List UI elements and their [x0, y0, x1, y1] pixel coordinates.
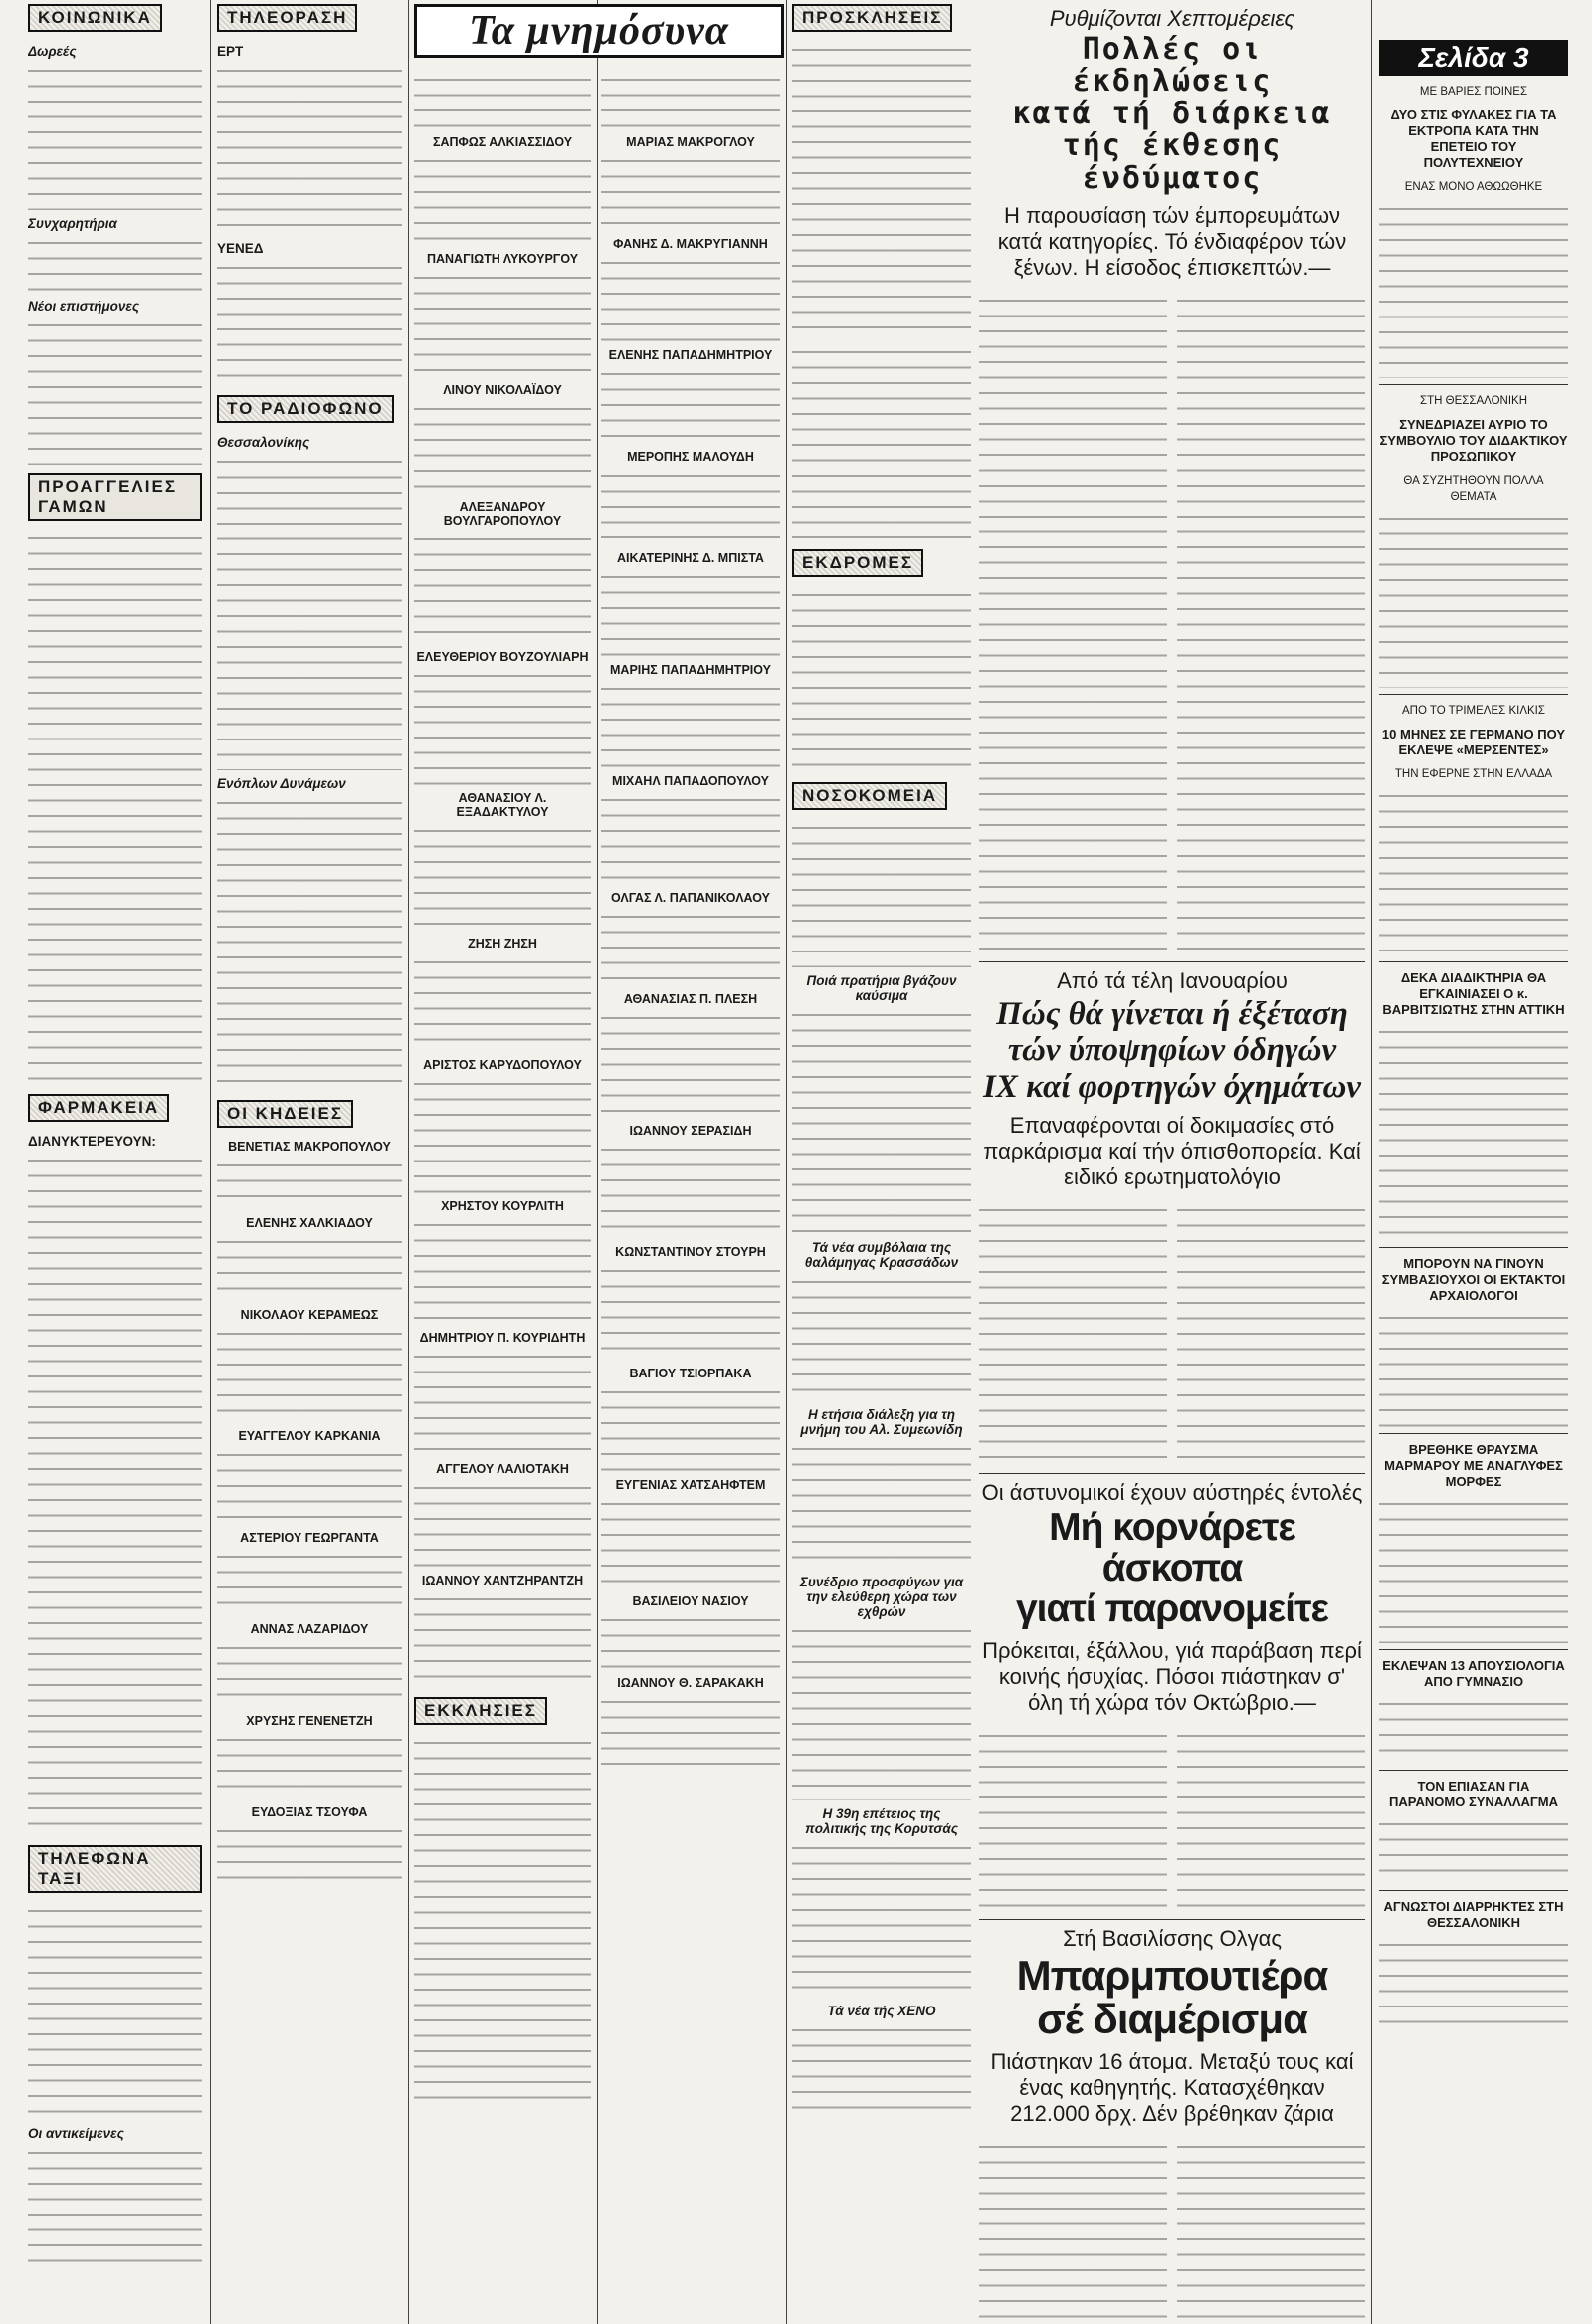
side-h3: 10 ΜΗΝΕΣ ΣΕ ΓΕΡΜΑΝΟ ΠΟΥ ΕΚΛΕΨΕ «ΜΕΡΣΕΝΤΕΣ» [1381, 727, 1566, 757]
story1-kicker: Ρυθμίζονται Χεπτομέρειες [1049, 6, 1295, 31]
memorial-name: ΜΕΡΟΠΗΣ ΜΑΛΟΥΔΗ [627, 450, 754, 464]
side-h2: ΣΥΝΕΔΡΙΑΖΕΙ ΑΥΡΙΟ ΤΟ ΣΥΜΒΟΥΛΙΟ ΤΟΥ ΔΙΔΑΚΤΙΚΟΥ ΠΡΟΣΩΠΙΚΟΥ [1379, 417, 1568, 464]
column-rule [408, 0, 409, 2324]
side-h3b: ΤΗΝ ΕΦΕΡΝΕ ΣΤΗΝ ΕΛΛΑΔΑ [1394, 768, 1553, 780]
funeral-name: ΑΣΤΕΡΙΟΥ ΓΕΩΡΓΑΝΤΑ [240, 1531, 379, 1545]
memorial-name: ΜΑΡΙΗΣ ΠΑΠΑΔΗΜΗΤΡΙΟΥ [610, 663, 771, 677]
section-hospitals-heading: ΝΟΣΟΚΟΜΕΙΑ [792, 782, 947, 810]
text-block [28, 528, 202, 1086]
memorial-name: ΛΙΝΟΥ ΝΙΚΟΛΑΪΔΟΥ [443, 383, 562, 397]
section-memorials-heading: Τα μνημόσυνα [414, 4, 784, 58]
memorial-name: ΕΛΕΝΗΣ ΠΑΠΑΔΗΜΗΤΡΙΟΥ [608, 348, 773, 362]
section-funerals-heading: ΟΙ ΚΗΔΕΙΕΣ [217, 1100, 353, 1128]
side-h-top3: ΕΝΑΣ ΜΟΝΟ ΑΘΩΩΘΗΚΕ [1404, 181, 1543, 193]
box-anniversary: Η 39η επέτειος της πολιτικής της Κορυτσάς [805, 1806, 958, 1836]
memorial-name: ΔΗΜΗΤΡΙΟΥ Π. ΚΟΥΡΙΔΗΤΗ [419, 1331, 586, 1345]
memorials-banner-wrap [414, 0, 784, 70]
text-block [28, 233, 202, 293]
heading-antik: Οι αντικείμενες [28, 2126, 124, 2141]
story3-headline-line: Μή κορνάρετε άσκοπα [1049, 1505, 1295, 1589]
funeral-name: ΕΛΕΝΗΣ ΧΑΛΚΙΑΔΟΥ [246, 1216, 373, 1230]
section-churches-heading: ΕΚΚΛΗΣΙΕΣ [414, 1697, 547, 1725]
funeral-name: ΝΙΚΟΛΑΟΥ ΚΕΡΑΜΕΩΣ [240, 1308, 379, 1322]
text-block [28, 316, 202, 465]
memorial-name: ΚΩΝΣΤΑΝΤΙΝΟΥ ΣΤΟΥΡΗ [615, 1245, 766, 1259]
story2-headline-line: Πώς θά γίνεται ή έξέταση [996, 995, 1348, 1032]
side-h2b: ΘΑ ΣΥΖΗΤΗΘΟΥΝ ΠΟΛΛΑ ΘΕΜΑΤΑ [1403, 475, 1544, 503]
memorial-name: ΧΡΗΣΤΟΥ ΚΟΥΡΛΙΤΗ [441, 1199, 564, 1213]
story3-headline [979, 1505, 1365, 1630]
section-radio-heading: ΤΟ ΡΑΔΙΟΦΩΝΟ [217, 395, 394, 423]
memorial-name: ΦΑΝΗΣ Δ. ΜΑΚΡΥΓΙΑΝΝΗ [613, 237, 768, 251]
side-h3a: ΑΠΟ ΤΟ ΤΡΙΜΕΛΕΣ ΚΙΛΚΙΣ [1402, 705, 1545, 717]
heading-congrats: Συνχαρητήρια [28, 216, 117, 231]
side-h8: ΤΟΝ ΕΠΙΑΣΑΝ ΓΙΑ ΠΑΡΑΝΟΜΟ ΣΥΝΑΛΛΑΓΜΑ [1389, 1779, 1558, 1809]
memorial-name: ΑΘΑΝΑΣΙΟΥ Λ. ΕΞΑΔΑΚΤΥΛΟΥ [456, 791, 549, 819]
funeral-name: ΑΝΝΑΣ ΛΑΖΑΡΙΔΟΥ [250, 1622, 369, 1636]
column-rule [786, 0, 787, 2324]
memorial-name: ΠΑΝΑΓΙΩΤΗ ΛΥΚΟΥΡΓΟΥ [426, 252, 579, 266]
funeral-name: ΕΥΔΟΞΙΑΣ ΤΣΟΥΦΑ [251, 1805, 368, 1819]
side-h2a: ΣΤΗ ΘΕΣΣΑΛΟΝΙΚΗ [1420, 395, 1527, 407]
memorial-name: ΟΛΓΑΣ Λ. ΠΑΠΑΝΙΚΟΛΑΟΥ [611, 891, 770, 905]
memorial-name: ΙΩΑΝΝΟΥ ΧΑΝΤΖΗΡΑΝΤΖΗ [421, 1574, 584, 1587]
heading-new-graduates: Νέοι επιστήμονες [28, 299, 140, 314]
box-congress: Συνέδριο προσφύγων για την ελεύθερη χώρα των εχθρών [799, 1575, 964, 1619]
story4-headline-line: σέ διαμέρισμα [1037, 1995, 1307, 2042]
memorial-name: ΑΡΙΣΤΟΣ ΚΑΡΥΔΟΠΟΥΛΟΥ [423, 1058, 582, 1072]
column-memorials-2 [601, 68, 780, 2324]
story1-headline [979, 34, 1365, 195]
pharmacy-duty-label: ΔΙΑΝΥΚΤΕΡΕΥΟΥΝ: [28, 1134, 156, 1149]
page-number-badge: Σελίδα 3 [1379, 40, 1568, 76]
story4-deck: Πιάστηκαν 16 άτομα. Μεταξύ τους καί ένας καθηγητής. Κατασχέθηκαν 212.000 δρχ. Δέν βρέθηκαν ζάρια [990, 2048, 1354, 2126]
memorial-name: ΖΗΣΗ ΖΗΣΗ [468, 937, 537, 951]
story4-kicker: Στή Βασιλίσσης Ολγας [1063, 1925, 1282, 1951]
heading-armed-forces-radio: Ενόπλων Δυνάμεων [217, 776, 346, 791]
box-petrol-stations: Ποιά πρατήρια βγάζουν καύσιμα [806, 973, 957, 1003]
memorial-name: ΑΙΚΑΤΕΡΙΝΗΣ Δ. ΜΠΙΣΤΑ [617, 551, 764, 565]
column-social [28, 0, 202, 2324]
box-xeno-news: Τά νέα τής ΧΕΝΟ [827, 2004, 936, 2018]
story1-deck: Η παρουσίαση τών έμπορευμάτων κατά κατηγορίες. Τό ένδιαφέρον τών ξένων. Η είσοδος έπισκεπτών.— [997, 202, 1347, 280]
column-tv-radio [217, 0, 402, 2324]
side-h4: ΔΕΚΑ ΔΙΑΔΙΚΤΗΡΙΑ ΘΑ ΕΓΚΑΙΝΙΑΣΕΙ Ο κ. ΒΑΡΒΙΤΣΙΩΤΗΣ ΣΤΗΝ ΑΤΤΙΚΗ [1382, 970, 1565, 1017]
column-rule [210, 0, 211, 2324]
pharmacy-list [28, 1151, 202, 1837]
section-engagements-heading: ΠΡΟΑΓΓΕΛΙΕΣ ΓΑΜΩΝ [28, 473, 202, 521]
heading-thessaloniki-radio: Θεσσαλονίκης [217, 435, 310, 450]
column-rule [1371, 0, 1372, 2324]
story3-deck: Πρόκειται, έξάλλου, γιά παράβαση περί κοινής ήσυχίας. Πόσοι πιάστηκαν σ' όλη τή χώρα τόν Οκτώβριο.— [982, 1637, 1362, 1715]
story2-headline-line: τών ύποψηφίων όδηγών [1007, 1032, 1337, 1069]
text-block [28, 61, 202, 210]
section-invitations-heading: ΠΡΟΣΚΛΗΣΕΙΣ [792, 4, 952, 32]
memorial-name: ΣΑΠΦΩΣ ΑΛΚΙΑΣΣΙΔΟΥ [432, 135, 573, 149]
story3-kicker: Οι άστυνομικοί έχουν αύστηρές έντολές [981, 1479, 1363, 1505]
section-social-heading: ΚΟΙΝΩΝΙΚΑ [28, 4, 162, 32]
side-h5: ΜΠΟΡΟΥΝ ΝΑ ΓΙΝΟΥΝ ΣΥΜΒΑΣΙΟΥΧΟΙ ΟΙ ΕΚΤΑΚΤΟΙ ΑΡΧΑΙΟΛΟΓΟΙ [1381, 1256, 1566, 1303]
column-memorials-1 [414, 68, 591, 2324]
column-side-news [1379, 0, 1568, 2324]
story1-headline-line: Πολλές οι έκδηλώσεις [1072, 32, 1273, 100]
story1-headline-line: τής έκθεσης ένδύματος [1062, 128, 1283, 196]
taxi-phone-list [28, 1901, 202, 2120]
heading-ert: ΕΡΤ [217, 44, 244, 59]
memorial-name: ΜΑΡΙΑΣ ΜΑΚΡΟΓΛΟΥ [626, 135, 755, 149]
section-tv-heading: ΤΗΛΕΟΡΑΣΗ [217, 4, 357, 32]
memorial-name: ΒΑΣΙΛΕΙΟΥ ΝΑΣΙΟΥ [632, 1594, 749, 1608]
story4-headline [979, 1951, 1365, 2042]
heading-yened: ΥΕΝΕΔ [217, 241, 264, 256]
text-block [28, 2143, 202, 2262]
story2-kicker: Από τά τέλη Ιανουαρίου [1057, 967, 1288, 993]
radio-program [217, 452, 402, 770]
heading-donations: Δωρεές [28, 44, 77, 59]
column-rule [597, 0, 598, 2324]
column-invitations [792, 0, 971, 2324]
story1-headline-line: κατά τή διάρκεια [1012, 96, 1332, 131]
memorial-name: ΑΓΓΕΛΟΥ ΛΑΛΙΟΤΑΚΗ [436, 1462, 569, 1476]
memorial-name: ΕΛΕΥΘΕΡΙΟΥ ΒΟΥΖΟΥΛΙΑΡΗ [416, 650, 589, 664]
memorial-name: ΑΛΕΞΑΝΔΡΟΥ ΒΟΥΛΓΑΡΟΠΟΥΛΟΥ [443, 500, 562, 528]
side-h7: ΕΚΛΕΨΑΝ 13 ΑΠΟΥΣΙΟΛΟΓΙΑ ΑΠΟ ΓΥΜΝΑΣΙΟ [1382, 1658, 1565, 1689]
section-pharmacies-heading: ΦΑΡΜΑΚΕΙΑ [28, 1094, 169, 1122]
side-h-top2: ΔΥΟ ΣΤΙΣ ΦΥΛΑΚΕΣ ΓΙΑ ΤΑ ΕΚΤΡΟΠΑ ΚΑΤΑ ΤΗΝ ΕΠΕΤΕΙΟ ΤΟΥ ΠΟΛΥΤΕΧΝΕΙΟΥ [1390, 107, 1557, 170]
story2-headline [979, 996, 1365, 1105]
memorial-name: ΙΩΑΝΝΟΥ Θ. ΣΑΡΑΚΑΚΗ [617, 1676, 764, 1690]
memorial-name: ΜΙΧΑΗΛ ΠΑΠΑΔΟΠΟΥΛΟΥ [612, 774, 769, 788]
memorial-name: ΒΑΓΙΟΥ ΤΣΙΟΡΠΑΚΑ [629, 1367, 752, 1380]
box-lecture: Η ετήσια διάλεξη για τη μνήμη του Αλ. Συμεωνίδη [800, 1407, 963, 1437]
section-excursions-heading: ΕΚΔΡΟΜΕΣ [792, 549, 923, 577]
memorial-name: ΑΘΑΝΑΣΙΑΣ Π. ΠΛΕΣΗ [623, 992, 758, 1006]
story3-headline-line: γιατί παρανομείτε [1015, 1586, 1329, 1630]
tv-program [217, 258, 402, 387]
side-h6: ΒΡΕΘΗΚΕ ΘΡΑΥΣΜΑ ΜΑΡΜΑΡΟΥ ΜΕ ΑΝΑΓΛΥΦΕΣ ΜΟΡΦΕΣ [1384, 1442, 1563, 1489]
box-contracts: Τά νέα συμβόλαια της θαλάμηγας Κρασσάδων [804, 1240, 959, 1270]
story4-headline-line: Μπαρμπουτιέρα [1016, 1951, 1328, 1999]
feature-area [979, 0, 1365, 2324]
funeral-name: ΧΡΥΣΗΣ ΓΕΝΕΝΕΤΖΗ [246, 1714, 373, 1728]
story2-deck: Επαναφέρονται οί δοκιμασίες στό παρκάρισμα καί τήν όπισθοπορεία. Καί ειδικό ερωτηματολόγιο [983, 1112, 1361, 1189]
memorial-name: ΙΩΑΝΝΟΥ ΣΕΡΑΣΙΔΗ [629, 1124, 752, 1138]
funeral-name: ΒΕΝΕΤΙΑΣ ΜΑΚΡΟΠΟΥΛΟΥ [228, 1140, 391, 1154]
funeral-name: ΕΥΑΓΓΕΛΟΥ ΚΑΡΚΑΝΙΑ [238, 1429, 381, 1443]
section-taxi-heading: ΤΗΛΕΦΩΝΑ ΤΑΞΙ [28, 1845, 202, 1893]
memorial-name: ΕΥΓΕΝΙΑΣ ΧΑΤΣΑΗΦΤΕΜ [615, 1478, 766, 1492]
side-h9: ΑΓΝΩΣΤΟΙ ΔΙΑΡΡΗΚΤΕΣ ΣΤΗ ΘΕΣΣΑΛΟΝΙΚΗ [1383, 1899, 1564, 1930]
story2-headline-line: ΙΧ καί φορτηγών όχημάτων [983, 1068, 1361, 1105]
radio-program [217, 793, 402, 1092]
side-h-top1: ΜΕ ΒΑΡΙΕΣ ΠΟΙΝΕΣ [1419, 86, 1528, 98]
tv-program [217, 61, 402, 235]
